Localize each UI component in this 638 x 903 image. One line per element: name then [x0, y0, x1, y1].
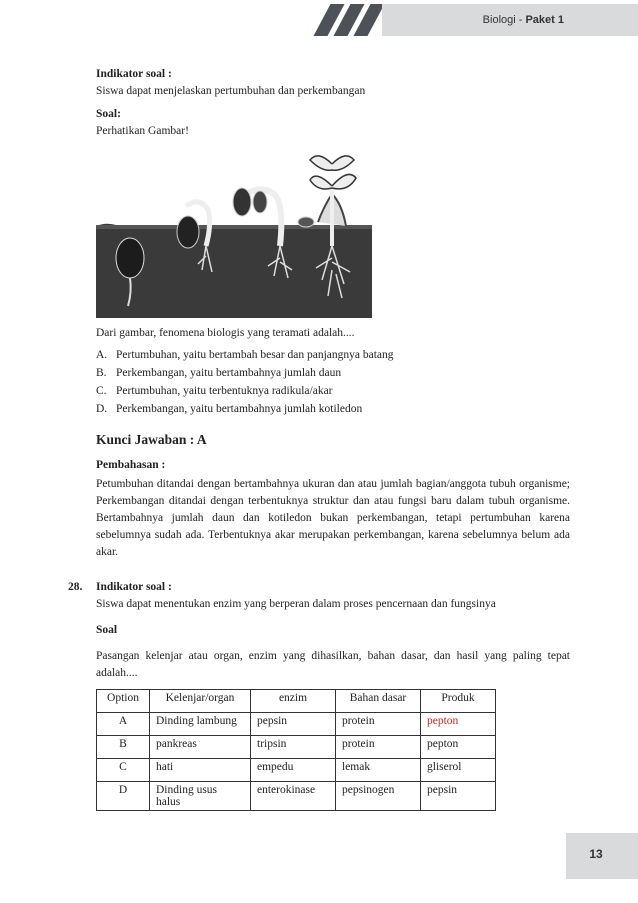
table-row: B pankreas tripsin protein pepton	[97, 736, 496, 759]
col-bahan: Bahan dasar	[336, 690, 421, 713]
option-a[interactable]: A. Pertumbuhan, yaitu bertambah besar dan panjangnya batang	[96, 349, 394, 361]
pembahasan-text: Petumbuhan ditandai dengan bertambahnya ukuran dan atau jumlah bagian/anggota tubuh organisme; Perkembangan ditandai dengan terbentuknya struktur dan atau fungsi baru dalam tubuh organisme. Bertambahnya jumlah daun dan kotiledon bukan perkembangan, tetapi pertumbuhan karena sebelumnya sudah ada. Terbentuknya akar merupakan perkembangan, karena sebelumnya belum ada akar.	[96, 478, 570, 558]
table-row: A Dinding lambung pepsin protein pepton	[97, 713, 496, 736]
q28-indikator-label: Indikator soal :	[96, 581, 172, 593]
q27-options	[96, 346, 394, 418]
col-produk: Produk	[421, 690, 496, 713]
col-kelenjar: Kelenjar/organ	[150, 690, 251, 713]
option-c[interactable]: C. Pertumbuhan, yaitu terbentuknya radikula/akar	[96, 385, 333, 397]
table-row: C hati empedu lemak gliserol	[97, 759, 496, 782]
q27-soal-label: Soal:	[96, 108, 121, 120]
enzyme-table	[96, 689, 496, 811]
q27-header	[96, 66, 570, 140]
header-title: Biologi - Paket 1	[482, 14, 564, 26]
q27-indikator-label: Indikator soal :	[96, 68, 172, 80]
q27-soal-text: Perhatikan Gambar!	[96, 125, 189, 137]
leaf-left	[310, 176, 332, 189]
seed-2	[177, 216, 199, 248]
page-number-box	[566, 833, 638, 879]
option-b[interactable]: B. Perkembangan, yaitu bertambahnya jumlah daun	[96, 367, 342, 379]
table-row: D Dinding usus halus enterokinase pepsinogen pepsin	[97, 782, 496, 811]
q28-number: 28.	[68, 581, 83, 593]
col-enzim: enzim	[251, 690, 336, 713]
answer-key: Kunci Jawaban : A	[96, 432, 207, 447]
q27-question: Dari gambar, fenomena biologis yang teramati adalah....	[96, 327, 355, 339]
option-d[interactable]: D. Perkembangan, yaitu bertambahnya jumlah kotiledon	[96, 403, 363, 415]
seed-1	[116, 238, 144, 278]
q27-indikator-text: Siswa dapat menjelaskan pertumbuhan dan perkembangan	[96, 85, 366, 97]
table-header-row	[97, 690, 496, 713]
leaf-right	[332, 174, 356, 188]
q28-soal-label: Soal	[96, 624, 118, 636]
col-option: Option	[97, 690, 150, 713]
pembahasan-label: Pembahasan :	[96, 459, 166, 471]
germination-figure	[96, 146, 372, 318]
highlighted-cell: pepton	[421, 713, 496, 736]
q28-indikator-text: Siswa dapat menentukan enzim yang berperan dalam proses pencernaan dan fungsinya	[96, 598, 496, 610]
page-number: 13	[589, 847, 603, 861]
q28-soal-text: Pasangan kelenjar atau organ, enzim yang dihasilkan, bahan dasar, dan hasil yang paling tepat adalah....	[96, 650, 570, 679]
